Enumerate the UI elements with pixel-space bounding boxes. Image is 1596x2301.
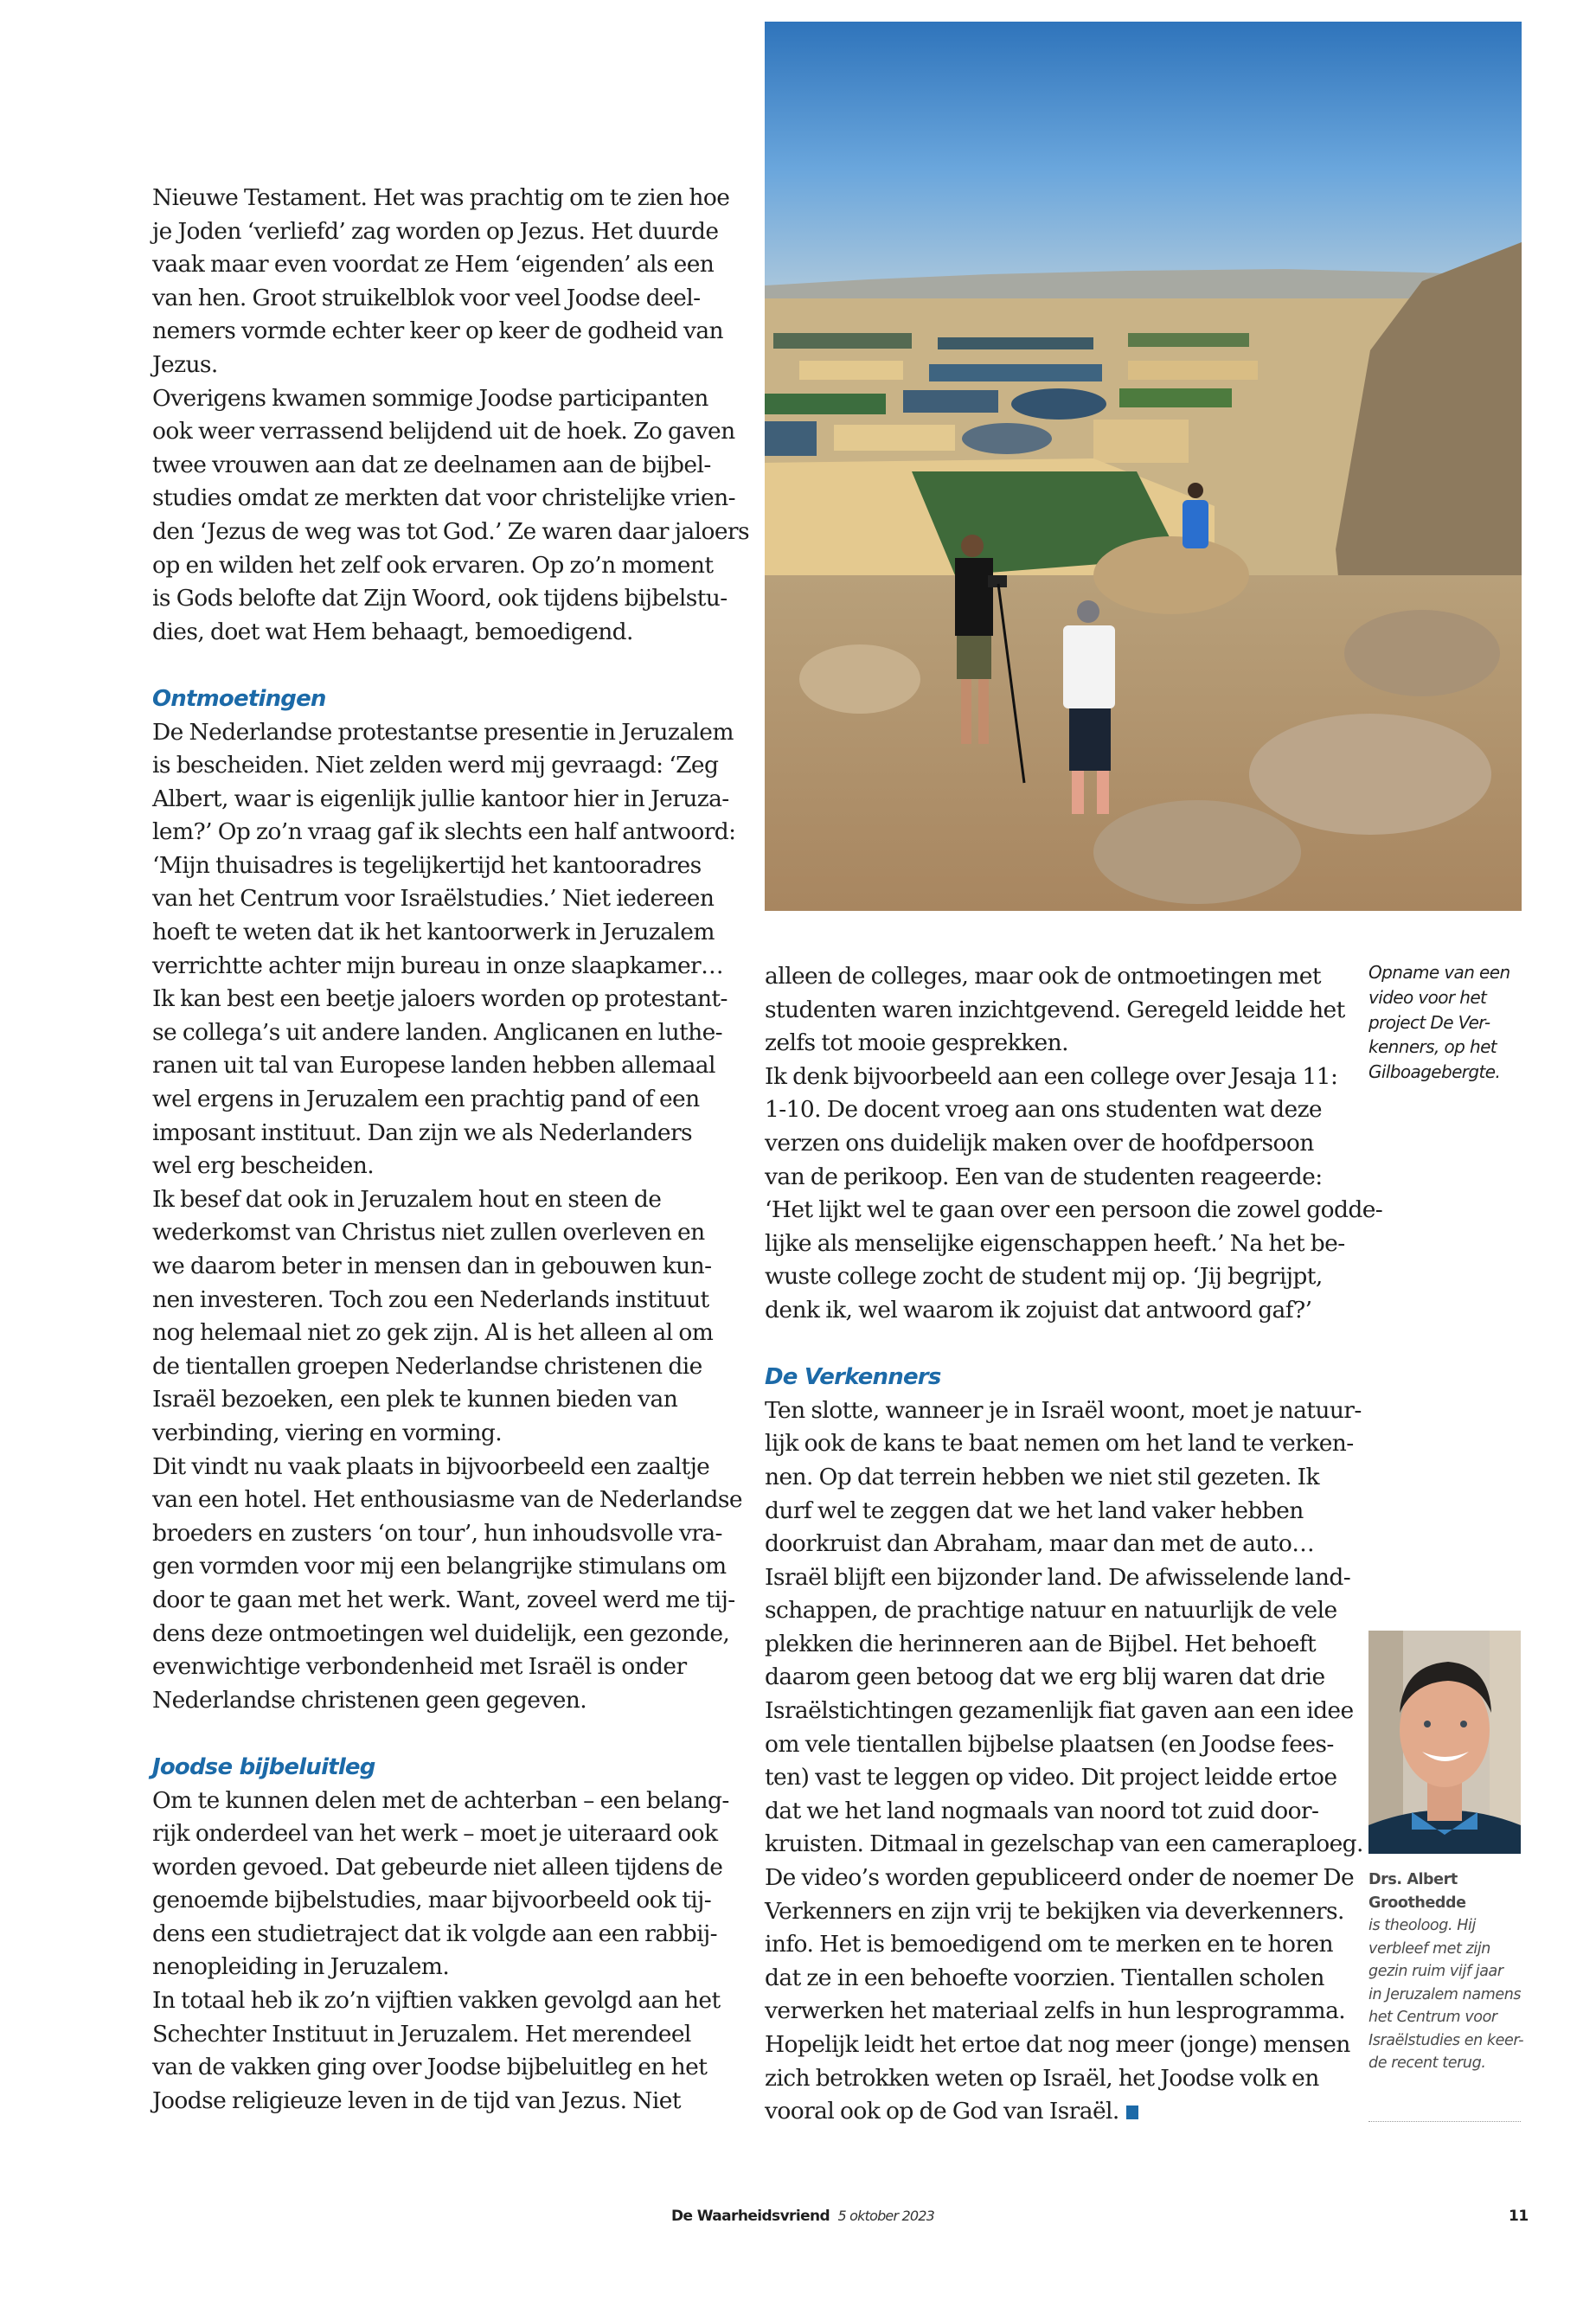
text-line-content: nemers vormde echter keer op keer de godheid van [152, 317, 724, 345]
text-line [765, 1695, 1354, 1728]
text-line [765, 1461, 1336, 1495]
text-line [765, 1061, 1336, 1094]
text-line-content: durf wel te zeggen dat we het land vaker hebben [765, 1497, 1304, 1524]
text-line [152, 1451, 723, 1484]
page-number: 11 [1509, 2208, 1529, 2225]
text-line [152, 1417, 723, 1451]
text-line [152, 1550, 727, 1584]
text-line-content: Hopelijk leidt het ertoe dat nog meer (jonge) mensen [765, 2031, 1350, 2058]
text-line [152, 1684, 723, 1718]
text-line-content: dat we het land nogmaals van noord tot zuid door- [765, 1797, 1319, 1824]
text-line-content: Verkenners en zijn vrij te bekijken via deverkenners. [765, 1897, 1344, 1925]
text-line [152, 1984, 723, 2018]
text-line [765, 1194, 1383, 1227]
text-line [152, 482, 735, 516]
text-line [152, 783, 729, 817]
text-line-content: doorkruist dan Abraham, maar dan met de auto… [765, 1530, 1315, 1558]
text-line [152, 1150, 723, 1183]
text-line [152, 382, 723, 416]
text-line [765, 1995, 1346, 2029]
caption-line: video voor het [1368, 986, 1487, 1008]
text-line-content: Nieuwe Testament. Het was prachtig om te zien hoe [152, 184, 730, 211]
text-line [152, 716, 734, 750]
text-line [152, 916, 723, 950]
text-line-content: nenopleiding in Jeruzalem. [152, 1953, 450, 1981]
text-line-content: door te gaan met het werk. Want, zoveel werd me tij- [152, 1586, 735, 1613]
text-line [152, 849, 723, 883]
text-line-content: van de perikoop. Een van de studenten reageerde: [765, 1163, 1323, 1190]
text-line [152, 1817, 723, 1851]
text-line-content: van een hotel. Het enthousiasme van de Nederlandse [152, 1486, 742, 1514]
text-line [152, 1049, 723, 1083]
text-line [152, 882, 723, 916]
text-line-content: daarom geen betoog dat we erg blij waren dat drie [765, 1663, 1325, 1691]
text-line [765, 2062, 1336, 2096]
text-line-content: In totaal heb ik zo’n vijftien vakken gevolgd aan het [152, 1987, 721, 2015]
text-line-content: dens een studietraject dat ik volgde aan een rabbij- [152, 1920, 717, 1947]
text-line [765, 1528, 1336, 1561]
article-photo [765, 22, 1522, 911]
text-line [765, 1928, 1336, 1962]
text-line [152, 1317, 723, 1350]
author-bio-line: in Jeruzalem namens [1368, 1985, 1522, 2003]
author-bio-line: gezin ruim vijf jaar [1368, 1963, 1503, 1980]
text-line-content: ranen uit tal van Europese landen hebben allemaal [152, 1052, 715, 1080]
text-line [152, 1650, 723, 1684]
text-line-content: rijk onderdeel van het werk – moet je uiteraard ook [152, 1820, 718, 1848]
footer-publication [671, 2208, 934, 2225]
photo-caption [1368, 960, 1542, 1085]
publication-name: De Waarheidsvriend [671, 2208, 830, 2225]
text-line [765, 1027, 1336, 1061]
text-line [152, 1117, 723, 1150]
text-line-content: wel ergens in Jeruzalem een prachtig pand of een [152, 1086, 700, 1113]
text-line [765, 1495, 1336, 1529]
text-line [152, 1216, 723, 1250]
text-line-content: De video’s worden gepubliceerd onder de noemer De [765, 1864, 1355, 1892]
author-bio [1368, 1868, 1524, 2075]
text-line-content: vaak maar even voordat ze Hem ‘eigenden’ als een [152, 251, 715, 279]
text-line-content: wederkomst van Christus niet zullen overleven en [152, 1219, 705, 1247]
text-line-content: wuste college zocht de student mij op. ‘Jij begrijpt, [765, 1263, 1323, 1291]
text-line [152, 1584, 735, 1618]
text-line-content: dies, doet wat Hem behaagt, bemoedigend. [152, 618, 633, 645]
text-line-content: van de vakken ging over Joodse bijbeluitleg en het [152, 2054, 708, 2081]
text-line [152, 349, 723, 382]
text-line [152, 549, 723, 583]
text-line-content: Jezus. [152, 350, 218, 378]
text-line [152, 1350, 723, 1384]
text-line-content: twee vrouwen aan dat ze deelnamen aan de bijbel- [152, 451, 711, 478]
text-line-content: alleen de colleges, maar ook de ontmoetingen met [765, 963, 1321, 990]
caption-line: Opname van een [1368, 962, 1510, 983]
text-line [152, 1183, 723, 1217]
text-line [765, 1594, 1336, 1628]
text-line [765, 1628, 1336, 1662]
text-line-content: studenten waren inzichtgevend. Geregeld leidde het [765, 996, 1345, 1023]
text-line [152, 616, 723, 650]
author-name-line: Drs. Albert [1368, 1871, 1458, 1888]
text-line [152, 1383, 723, 1417]
text-line-content: Joodse religieuze leven in de tijd van Jezus. Niet [152, 2086, 681, 2114]
text-line [152, 1517, 723, 1551]
author-bio-line: Israëlstudies en keer- [1368, 2031, 1524, 2049]
text-line-content: Israël blijft een bijzonder land. De afwisselende land- [765, 1563, 1351, 1591]
text-line-content: Ten slotte, wanneer je in Israël woont, moet je natuur- [765, 1396, 1362, 1424]
text-line [765, 1227, 1345, 1261]
text-line [765, 1260, 1336, 1294]
text-line-content: Ik denk bijvoorbeeld aan een college over Jesaja 11: [765, 1062, 1338, 1090]
text-line [152, 1851, 723, 1885]
author-bio-line: het Centrum voor [1368, 2009, 1497, 2026]
author-name-line: Groothedde [1368, 1894, 1466, 1912]
author-bio-line: de recent terug. [1368, 2054, 1486, 2072]
text-line [765, 2095, 1336, 2129]
text-line-content: Ik kan best een beetje jaloers worden op protestant- [152, 985, 727, 1013]
end-of-article-square-icon [1126, 2106, 1138, 2119]
text-line [152, 182, 730, 215]
text-line-content: Israël bezoeken, een plek te kunnen bieden van [152, 1386, 678, 1413]
text-line-content: Israëlstichtingen gezamenlijk fiat gaven aan een idee [765, 1697, 1354, 1725]
paragraph-gap [765, 1328, 1336, 1362]
text-line-content: evenwichtige verbondenheid met Israël is onder [152, 1653, 687, 1681]
text-line [152, 215, 723, 249]
section-heading: De Verkenners [765, 1364, 941, 1391]
text-line-content: lem?’ Op zo’n vraag gaf ik slechts een half antwoord: [152, 818, 736, 846]
text-line [152, 1484, 742, 1517]
text-line-content: 1-10. De docent vroeg aan ons studenten wat deze [765, 1096, 1323, 1124]
text-line-content: verbinding, viering en vorming. [152, 1419, 503, 1446]
text-line [152, 1951, 723, 1984]
text-line-content: vooral ook op de God van Israël. [765, 2098, 1119, 2125]
text-line [152, 582, 727, 616]
text-line-content: wel erg bescheiden. [152, 1152, 375, 1180]
text-line [152, 1618, 730, 1651]
text-line [765, 1427, 1354, 1461]
text-line [765, 1761, 1336, 1795]
section-heading: Joodse bijbeluitleg [152, 1753, 375, 1780]
text-line-content: schappen, de prachtige natuur en natuurlijk de vele [765, 1597, 1337, 1625]
author-portrait [1368, 1631, 1521, 1854]
text-line-content: we daarom beter in mensen dan in gebouwen kun- [152, 1253, 712, 1279]
sky [765, 22, 1522, 290]
text-line [765, 1161, 1336, 1195]
text-line-content: denk ik, wel waarom ik zojuist dat antwoord gaf?’ [765, 1296, 1312, 1324]
text-line-content: worden gevoed. Dat gebeurde niet alleen tijdens de [152, 1853, 723, 1881]
text-line-content: ten) vast te leggen op video. Dit project leidde ertoe [765, 1764, 1337, 1791]
text-line [765, 1127, 1336, 1161]
text-line [152, 816, 736, 849]
text-line [765, 1795, 1336, 1829]
text-line [152, 516, 749, 549]
caption-line: Gilboagebergte. [1368, 1061, 1501, 1083]
text-line-content: Dit vindt nu vaak plaats in bijvoorbeeld een zaaltje [152, 1452, 710, 1480]
text-line [765, 1561, 1351, 1595]
text-line [765, 1895, 1344, 1929]
text-line-content: Schechter Instituut in Jeruzalem. Het merendeel [152, 2020, 691, 2048]
text-line-content: Om te kunnen delen met de achterban – een belang- [152, 1786, 729, 1814]
text-line-content: zelfs tot mooie gesprekken. [765, 1029, 1068, 1057]
text-line-content: verzen ons duidelijk maken over de hoofdpersoon [765, 1129, 1314, 1157]
text-line [765, 1093, 1336, 1127]
text-line-content: studies omdat ze merkten dat voor christelijke vrien- [152, 484, 735, 512]
text-line-content: gen vormden voor mij een belangrijke stimulans om [152, 1553, 727, 1580]
text-line-content: Nederlandse christenen geen gegeven. [152, 1686, 587, 1714]
text-line [152, 248, 723, 282]
text-line-content: kruisten. Ditmaal in gezelschap van een cameraploeg. [765, 1830, 1363, 1858]
text-line [152, 2051, 723, 2085]
landscape-photo-illustration [765, 22, 1522, 911]
text-line [765, 1862, 1355, 1895]
text-line [765, 1962, 1336, 1996]
text-line-content: den ‘Jezus de weg was tot God.’ Ze waren daar jaloers [152, 517, 749, 545]
paragraph-gap [152, 1717, 723, 1751]
text-line-content: dens deze ontmoetingen wel duidelijk, een gezonde, [152, 1619, 730, 1647]
text-line-content: broeders en zusters ‘on tour’, hun inhoudsvolle vra- [152, 1519, 722, 1547]
text-line-content: verrichtte achter mijn bureau in onze slaapkamer… [152, 952, 724, 979]
text-line-content: genoemde bijbelstudies, maar bijvoorbeeld ook tij- [152, 1887, 712, 1914]
text-line [765, 1294, 1336, 1328]
text-line-content: ook weer verrassend belijdend uit de hoek. Zo gaven [152, 418, 735, 445]
article-column-1 [152, 182, 749, 2118]
text-line-content: op en wilden het zelf ook ervaren. Op zo’n moment [152, 551, 714, 579]
text-line-content: plekken die herinneren aan de Bijbel. Het behoeft [765, 1630, 1317, 1657]
text-line-content: nen investeren. Toch zou een Nederlands instituut [152, 1285, 709, 1313]
portrait-illustration [1368, 1631, 1521, 1854]
text-line [765, 1828, 1363, 1862]
article-column-2 [765, 960, 1383, 2129]
text-line [152, 2085, 723, 2118]
issue-date: 5 oktober 2023 [837, 2208, 935, 2224]
paragraph-gap [152, 649, 723, 683]
text-line-content: info. Het is bemoedigend om te merken en te horen [765, 1931, 1333, 1958]
text-line-content: De Nederlandse protestantse presentie in Jeruzalem [152, 718, 734, 746]
text-line-content: dat ze in een behoefte voorzien. Tientallen scholen [765, 1964, 1324, 1991]
text-line [152, 282, 723, 316]
text-line-content: zich betrokken weten op Israël, het Joodse volk en [765, 2064, 1319, 2092]
text-line [765, 1394, 1362, 1428]
text-line-content: je Joden ‘verliefd’ zag worden op Jezus. Het duurde [152, 217, 719, 245]
text-line-content: de tientallen groepen Nederlandse christenen die [152, 1352, 702, 1380]
text-line-content: verwerken het materiaal zelfs in hun lesprogramma. [765, 1997, 1346, 2025]
text-line [152, 449, 723, 483]
text-line [765, 994, 1345, 1028]
text-line [152, 1918, 723, 1952]
bio-divider [1368, 2121, 1521, 2122]
text-line-content: ‘Het lijkt wel te gaan over een persoon die zowel godde- [765, 1196, 1383, 1224]
text-line-content: Ik besef dat ook in Jeruzalem hout en steen de [152, 1185, 662, 1213]
text-line-content: van hen. Groot struikelblok voor veel Joodse deel- [152, 284, 701, 311]
text-line [765, 1728, 1336, 1762]
caption-line: project De Ver- [1368, 1011, 1490, 1033]
text-line-content: hoeft te weten dat ik het kantoorwerk in Jeruzalem [152, 919, 715, 946]
text-line [765, 1661, 1336, 1695]
text-line-content: lijke als menselijke eigenschappen heeft.’ Na het be- [765, 1229, 1345, 1257]
text-line [152, 1016, 723, 1050]
section-heading: Ontmoetingen [152, 685, 326, 712]
text-line-content: se collega’s uit andere landen. Anglicanen en luthe- [152, 1018, 723, 1046]
caption-line: kenners, op het [1368, 1036, 1497, 1058]
text-line [152, 1284, 723, 1317]
text-line [152, 983, 727, 1016]
text-line [152, 950, 723, 984]
text-line-content: om vele tientallen bijbelse plaatsen (en Joodse fees- [765, 1730, 1334, 1758]
text-line-content: ‘Mijn thuisadres is tegelijkertijd het kantooradres [152, 851, 702, 879]
text-line [765, 2029, 1350, 2062]
text-line-content: Overigens kwamen sommige Joodse participanten [152, 384, 708, 412]
text-line-content: nen. Op dat terrein hebben we niet stil gezeten. Ik [765, 1463, 1319, 1490]
text-line-content: lijk ook de kans te baat nemen om het land te verken- [765, 1430, 1354, 1458]
text-line-content: nog helemaal niet zo gek zijn. Al is het alleen al om [152, 1319, 714, 1347]
text-line-content: is bescheiden. Niet zelden werd mij gevraagd: ‘Zeg [152, 752, 719, 779]
text-line-content: van het Centrum voor Israëlstudies.’ Niet iedereen [152, 885, 715, 913]
text-line-content: is Gods belofte dat Zijn Woord, ook tijdens bijbelstu- [152, 585, 727, 612]
text-line [152, 315, 723, 349]
text-line [152, 2018, 723, 2052]
text-line [152, 1250, 723, 1284]
text-line [152, 1083, 723, 1117]
author-bio-line: verbleef met zijn [1368, 1939, 1490, 1958]
text-line [152, 749, 723, 783]
text-line [152, 415, 735, 449]
text-line-content: Albert, waar is eigenlijk jullie kantoor hier in Jeruza- [152, 785, 729, 812]
text-line-content: imposant instituut. Dan zijn we als Nederlanders [152, 1118, 693, 1146]
author-bio-line: is theoloog. Hij [1368, 1917, 1476, 1934]
text-line [152, 1884, 723, 1918]
text-line [152, 1785, 729, 1818]
text-line [765, 960, 1336, 994]
